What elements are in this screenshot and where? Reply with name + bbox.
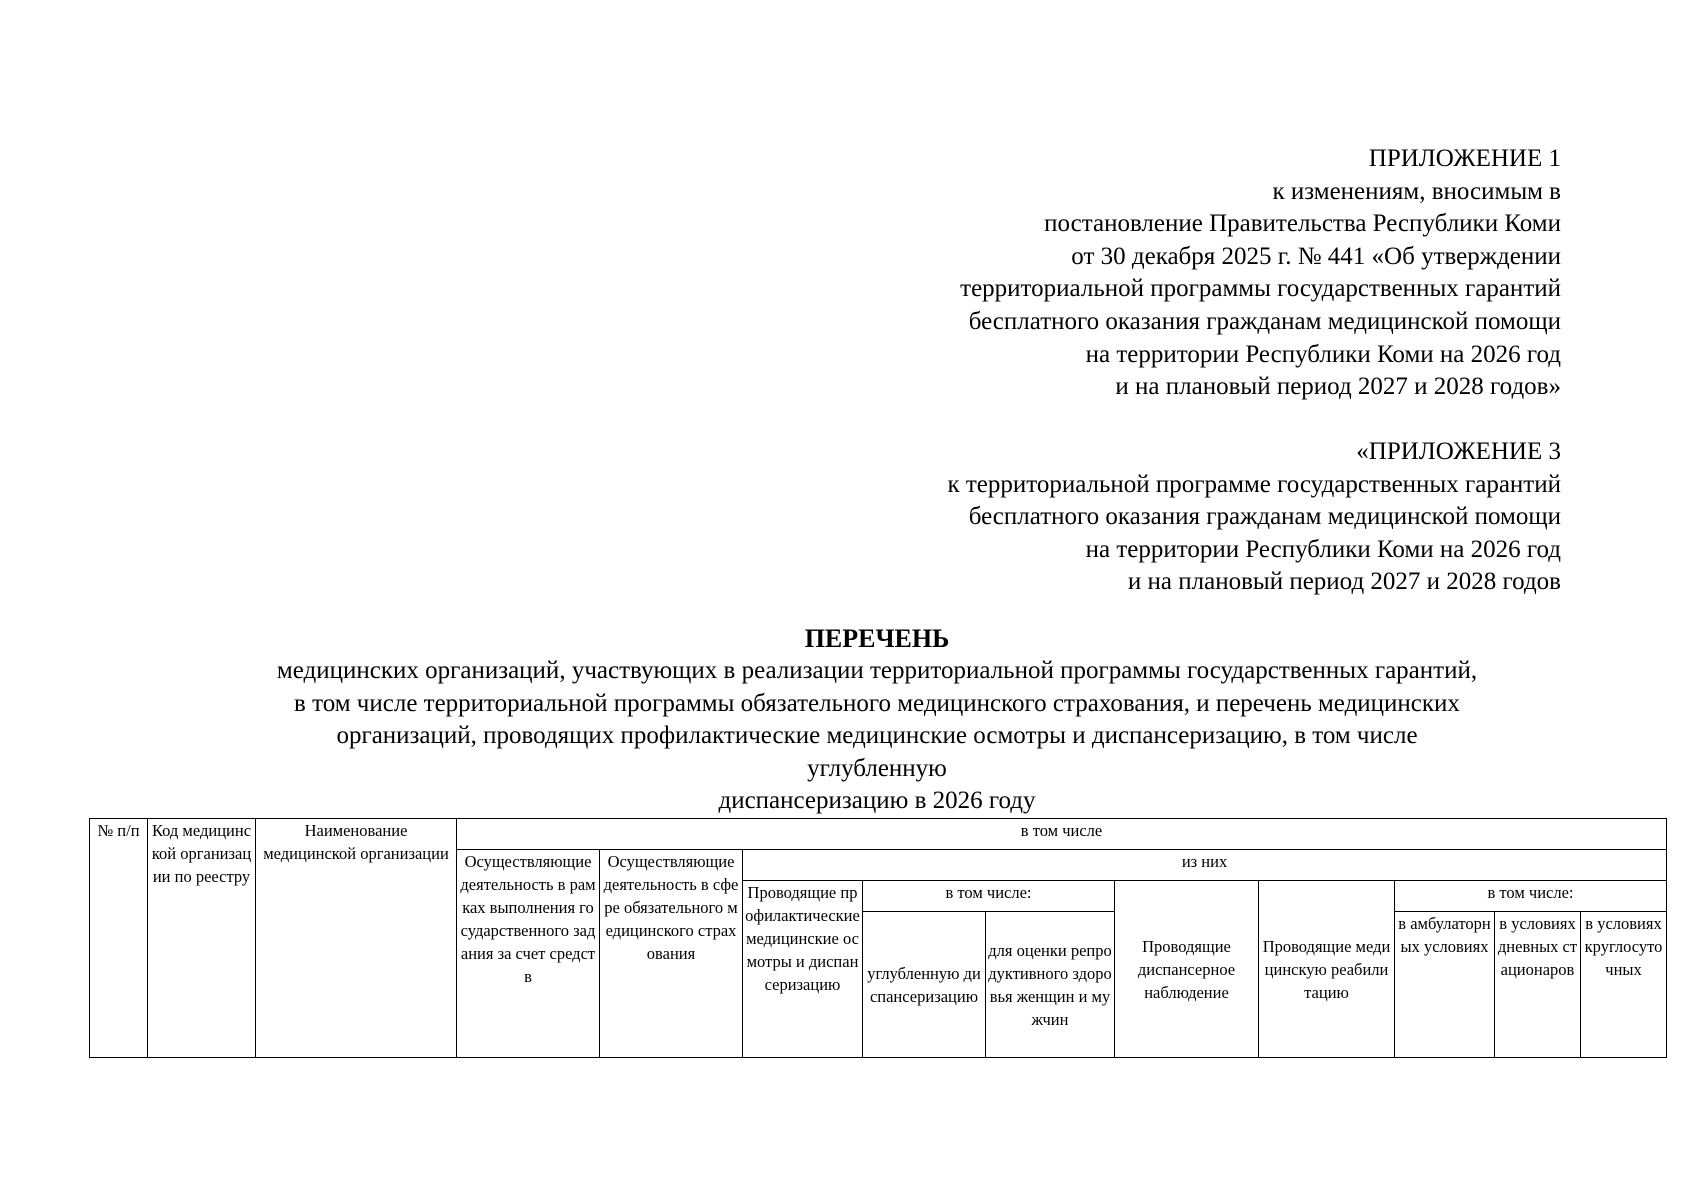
header-reproductive: для оценки репродуктивного здоровья женщин и мужчин	[986, 912, 1115, 1058]
appendix-1-line: территориальной программы государственных гарантий	[960, 275, 1561, 303]
header-prof-exams-text: Проводящие профилактические медицинские осмотры и диспансеризацию	[745, 883, 860, 994]
organizations-table	[89, 818, 1667, 1058]
header-round-the-clock: в условиях круглосуточных	[1581, 912, 1667, 1058]
appendix-3-line: на территории Республики Коми на 2026 год	[1085, 535, 1561, 563]
header-number: № п/п	[90, 819, 148, 1058]
header-ambulatory: в амбулаторных условиях	[1395, 912, 1495, 1058]
appendix-1-line: бесплатного оказания гражданам медицинской помощи	[968, 307, 1561, 335]
document-subtitle	[0, 655, 1697, 818]
header-oms-text: Осуществляющие деятельность в сфере обязательного медицинского страхования	[603, 852, 739, 963]
subtitle-line: углубленную	[807, 754, 947, 782]
appendix-3-line: и на плановый период 2027 и 2028 годов	[1127, 568, 1561, 596]
appendix-1-header	[960, 143, 1561, 404]
appendix-1-line: от 30 декабря 2025 г. № 441 «Об утверждении	[1071, 242, 1561, 270]
header-including: в том числе	[457, 819, 1667, 850]
subtitle-line: медицинских организаций, участвующих в реализации территориальной программы государственных гарантий,	[276, 657, 1478, 684]
header-prof-exams	[743, 881, 863, 1058]
header-day-hospital: в условиях дневных стационаров	[1495, 912, 1581, 1058]
subtitle-line: диспансеризацию в 2026 году	[718, 787, 1036, 815]
header-including-colon-1: в том числе:	[863, 881, 1115, 912]
header-rehab: Проводящие медицинскую реабилитацию	[1259, 881, 1395, 1058]
subtitle-line: организаций, проводящих профилактические медицинские осмотры и диспансеризацию, в том числе	[336, 722, 1418, 750]
header-state-task-text: Осуществляющие деятельность в рамках выполнения государственного задания за счет средств	[460, 852, 596, 986]
appendix-3-line: бесплатного оказания гражданам медицинской помощи	[968, 503, 1561, 531]
header-state-task	[457, 850, 600, 1058]
header-code: Код медицинской организации по реестру	[148, 819, 256, 1058]
header-dispensary: Проводящие диспансерное наблюдение	[1115, 881, 1259, 1058]
header-org-name: Наименование медицинской организации	[256, 819, 457, 1058]
header-including-colon-2: в том числе:	[1395, 881, 1667, 912]
header-deep-dispensary: углубленную диспансеризацию	[863, 912, 986, 1058]
document-title-block	[0, 623, 1697, 818]
appendix-1-line: на территории Республики Коми на 2026 год	[1085, 340, 1561, 368]
document-title: ПЕРЕЧЕНЬ	[804, 624, 950, 653]
appendix-1-line: ПРИЛОЖЕНИЕ 1	[1368, 145, 1561, 172]
header-of-them: из них	[743, 850, 1667, 881]
appendix-3-line: к территориальной программе государственных гарантий	[947, 470, 1561, 498]
header-oms	[600, 850, 743, 1058]
appendix-3-line: «ПРИЛОЖЕНИЕ 3	[1356, 438, 1561, 465]
appendix-1-line: и на плановый период 2027 и 2028 годов»	[1115, 373, 1561, 401]
appendix-1-line: к изменениям, вносимым в	[1272, 177, 1561, 205]
appendix-3-header	[947, 436, 1561, 599]
appendix-1-line: постановление Правительства Республики Коми	[1044, 210, 1561, 238]
subtitle-line: в том числе территориальной программы обязательного медицинского страхования, и перечень медицинских	[294, 689, 1460, 717]
